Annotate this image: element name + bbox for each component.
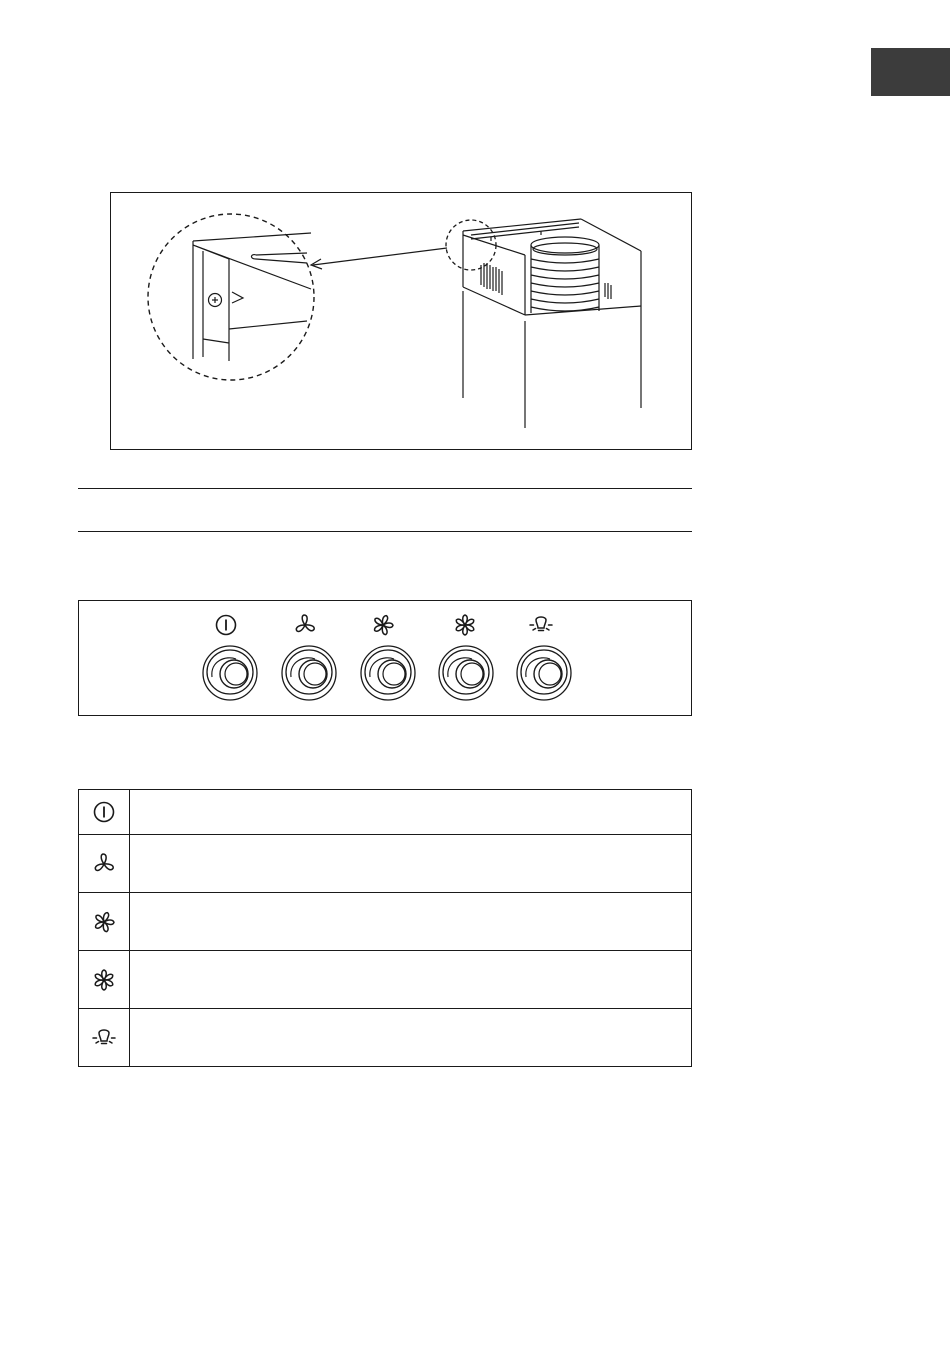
fan-low-knob[interactable] (282, 646, 336, 700)
legend-row-power (79, 790, 692, 835)
light-icon (92, 1026, 116, 1050)
panel-light-icon (530, 617, 552, 631)
legend-text-fan-high (130, 951, 692, 1009)
control-panel-drawing (79, 601, 693, 717)
detail-bracket (193, 233, 311, 361)
flexible-duct (531, 237, 599, 313)
legend-row-fan-low (79, 835, 692, 893)
top-rule (78, 488, 692, 489)
control-panel-figure (78, 600, 692, 716)
language-tab (871, 48, 950, 96)
legend-row-light (79, 1009, 692, 1067)
hood-body (463, 219, 641, 428)
detail-source-circle (446, 220, 496, 270)
fan-medium-icon (92, 910, 116, 934)
panel-fan-high-icon (455, 615, 475, 635)
power-icon (92, 800, 116, 824)
fan-medium-knob[interactable] (361, 646, 415, 700)
symbol-legend-table (78, 789, 692, 1067)
legend-text-fan-medium (130, 893, 692, 951)
panel-fan-medium-icon (373, 615, 393, 635)
fan-high-knob[interactable] (439, 646, 493, 700)
fan-low-icon (92, 852, 116, 876)
panel-power-icon (217, 616, 236, 635)
fan-high-icon (92, 968, 116, 992)
installation-drawing (111, 193, 693, 451)
legend-row-fan-medium (79, 893, 692, 951)
legend-text-fan-low (130, 835, 692, 893)
pointer-arrow (313, 248, 447, 265)
installation-figure (110, 192, 692, 450)
bottom-rule (78, 531, 692, 532)
power-knob[interactable] (203, 646, 257, 700)
legend-text-power (130, 790, 692, 835)
panel-fan-low-icon (295, 615, 315, 632)
legend-text-light (130, 1009, 692, 1067)
legend-row-fan-high (79, 951, 692, 1009)
light-knob[interactable] (517, 646, 571, 700)
